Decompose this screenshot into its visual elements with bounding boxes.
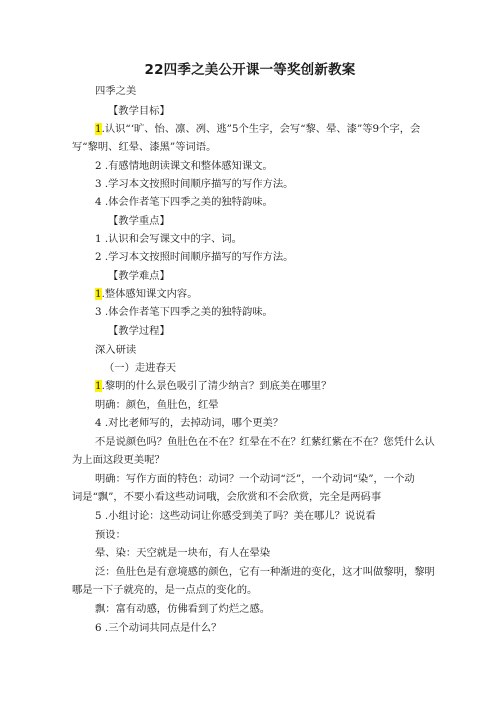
subsection-heading: （一）走进春天 xyxy=(104,362,177,374)
paragraph: 哪是一下子就亮的，是一点点的变化的。 xyxy=(72,584,258,596)
list-item: 3 .体会作者笔下四季之美的独特韵味。 xyxy=(95,306,273,318)
list-item: 5 .小组讨论：这些动词让你感受到美了吗？美在哪儿？说说看 xyxy=(95,510,376,522)
list-item: 4 .对比老师写的，去掉动词，哪个更美？ xyxy=(95,417,284,429)
paragraph-text: .认识“‘旷、怡、凛、冽、逃”5个生字，会写“黎、晕、漆”等9个字，会 xyxy=(101,123,421,135)
section-heading-difficulties: 【教学难点】 xyxy=(108,270,170,282)
paragraph: 词是“飘”，不要小看这些动词哦，会欣赏和不会欣赏，完全是两码事 xyxy=(72,491,382,503)
list-item-text: .黎明的什么景色吸引了清少纳言？到底美在哪里？ xyxy=(101,380,332,392)
paragraph: 泛：鱼肚色是有意境感的颜色，它有一种渐进的变化，这才叫做黎明，黎明 xyxy=(95,566,435,578)
section-heading-key-points: 【教学重点】 xyxy=(108,215,170,227)
paragraph: 明确：颜色，鱼肚色，红晕 xyxy=(95,399,219,411)
list-item: 3 .学习本文按照时间顺序描写的写作方法。 xyxy=(95,178,294,190)
list-item: 6 .三个动词共同点是什么？ xyxy=(95,622,222,634)
lesson-name: 四季之美 xyxy=(95,85,137,97)
list-item xyxy=(95,287,430,301)
paragraph: 晕、染：天空就是一块布，有人在晕染 xyxy=(95,547,271,559)
highlighted-number: 1 xyxy=(95,288,102,300)
highlighted-number: 1 xyxy=(95,123,102,135)
section-heading-process: 【教学过程】 xyxy=(108,325,170,337)
list-item xyxy=(95,379,430,393)
list-item-text: .整体感知课文内容。 xyxy=(101,288,198,300)
paragraph: 为上面这段更美呢？ xyxy=(72,454,165,466)
list-item: 1 .认识和会写课文中的字、词。 xyxy=(95,233,242,245)
subsection-heading: 深入研读 xyxy=(95,344,137,356)
paragraph xyxy=(95,122,430,136)
highlighted-number: 1 xyxy=(95,380,102,392)
paragraph: 预设： xyxy=(95,529,126,541)
paragraph: 不是说颜色吗？鱼肚色在不在？红晕在不在？红紫红紫在不在？您凭什么认 xyxy=(95,436,435,448)
paragraph: 写“黎明、红晕、漆黑”等词语。 xyxy=(72,141,217,153)
list-item: 2 .学习本文按照时间顺序描写的写作方法。 xyxy=(95,251,294,263)
section-heading-objectives: 【教学目标】 xyxy=(108,105,170,117)
list-item: 4 .体会作者笔下四季之美的独特韵味。 xyxy=(95,196,273,208)
paragraph: 飘：富有动感，仿佛看到了灼烂之感。 xyxy=(95,603,271,615)
document-title: 22四季之美公开课一等奖创新教案 xyxy=(144,62,356,78)
list-item: 2 .有感情地朗读课文和整体感知课文。 xyxy=(95,160,273,172)
paragraph: 明确：写作方面的特色：动词？一个动词“泛”，一个动词“染”，一个动 xyxy=(95,473,415,485)
